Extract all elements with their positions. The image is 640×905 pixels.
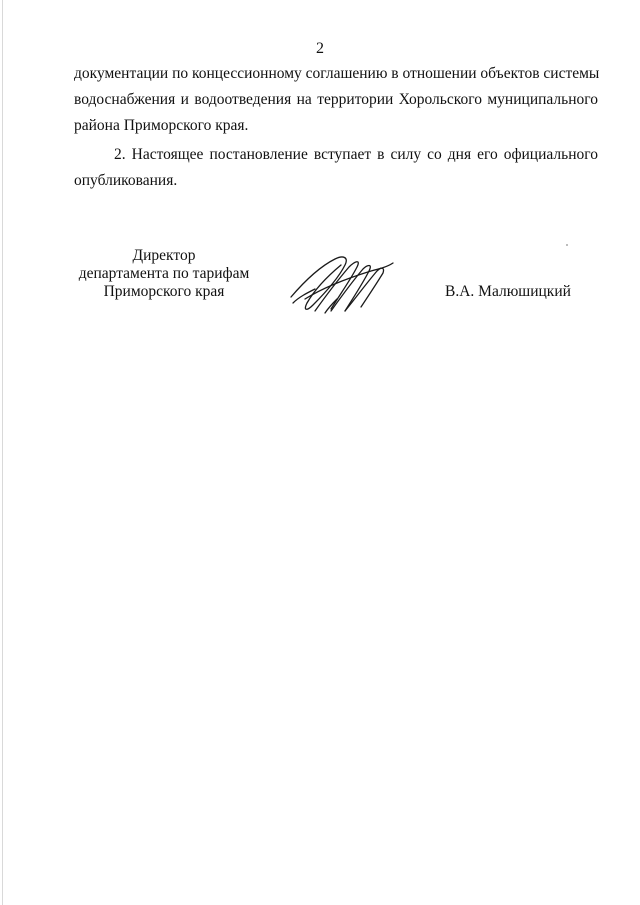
scan-edge-line: [2, 0, 3, 905]
handwritten-signature-icon: [285, 253, 395, 318]
scan-speck: [566, 244, 568, 246]
paragraph-1-line-3: района Приморского края.: [74, 117, 249, 134]
page-number: 2: [316, 40, 324, 57]
paragraph-1-line-1: документации по концессионному соглашению в отношении объектов системы: [74, 65, 600, 82]
paragraph-continuation: [74, 61, 598, 139]
signer-name: В.А. Малюшицкий: [445, 283, 571, 300]
signatory-title-line-1: Директор: [132, 247, 196, 264]
paragraph-2-line-1: 2. Настоящее постановление вступает в силу со дня его официального: [114, 146, 598, 163]
signatory-title-line-3: Приморского края: [103, 283, 225, 300]
paragraph-1-line-2: водоснабжения и водоотведения на территории Хорольского муниципального: [74, 91, 598, 108]
signatory-title-line-2: департамента по тарифам: [78, 265, 250, 282]
paragraph-2-line-2: опубликования.: [74, 172, 178, 189]
signatory-title: [74, 247, 254, 301]
paragraph-effective-date: [74, 142, 598, 194]
